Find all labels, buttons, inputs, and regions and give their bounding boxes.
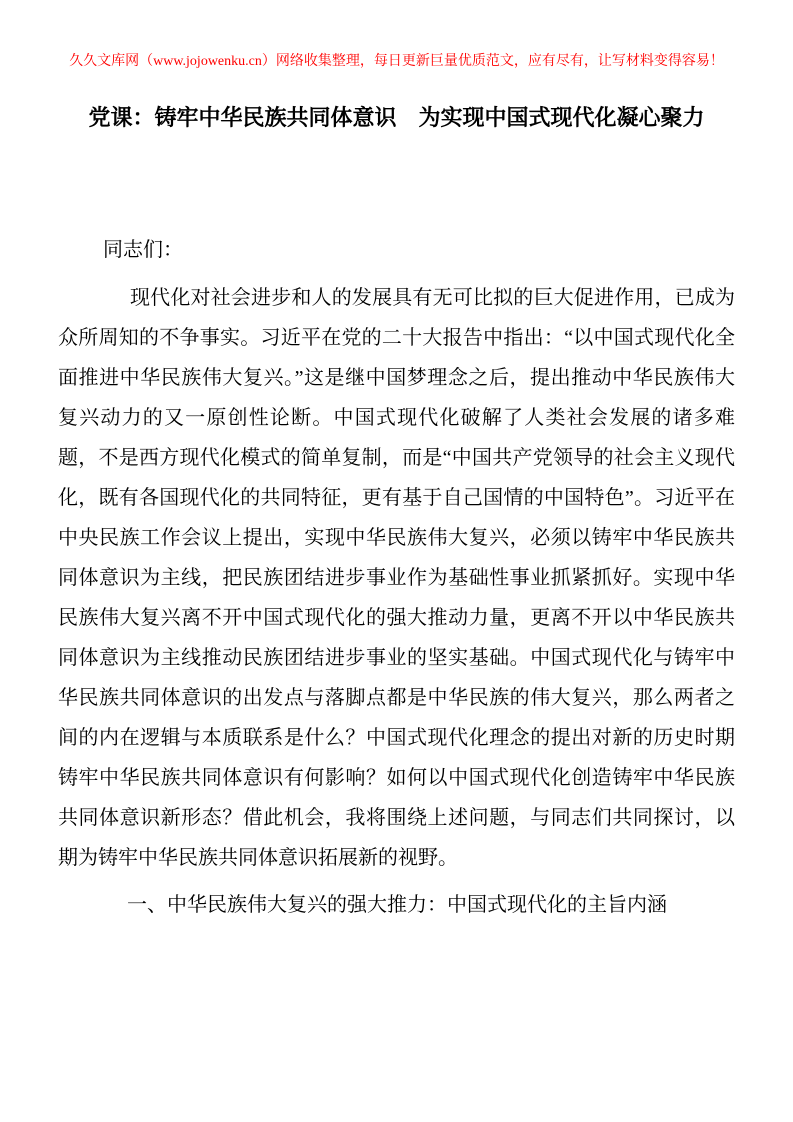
section-heading: 一、中华民族伟大复兴的强大推力：中国式现代化的主旨内涵: [127, 894, 667, 916]
body-paragraph: 现代化对社会进步和人的发展具有无可比拟的巨大促进作用，已成为众所周知的不争事实。习近平在党的二十大报告中指出：“以中国式现代化全面推进中华民族伟大复兴。”这是继中国梦理念之后，提出推动中华民族伟大复兴动力的又一原创性论断。中国式现代化破解了人类社会发展的诸多难题，不是西方现代化模式的简单复制，而是“中国共产党领导的社会主义现代化，既有各国现代化的共同特征，更有基于自己国情的中国特色”。习近平在中央民族工作会议上提出，实现中华民族伟大复兴，必须以铸牢中华民族共同体意识为主线，把民族团结进步事业作为基础性事业抓紧抓好。实现中华民族伟大复兴离不开中国式现代化的强大推动力量，更离不开以中华民族共同体意识为主线推动民族团结进步事业的坚实基础。中国式现代化与铸牢中华民族共同体意识的出发点与落脚点都是中华民族的伟大复兴，那么两者之间的内在逻辑与本质联系是什么？中国式现代化理念的提出对新的历史时期铸牢中华民族共同体意识有何影响？如何以中国式现代化创造铸牢中华民族共同体意识新形态？借此机会，我将围绕上述问题，与同志们共同探讨，以期为铸牢中华民族共同体意识拓展新的视野。: [58, 287, 735, 869]
header-promo-text: 久久文库网（www.jojowenku.cn）网络收集整理，每日更新巨量优质范文，应有尽有，让写材料变得容易！: [69, 54, 724, 69]
document-title: 党课：铸牢中华民族共同体意识 为实现中国式现代化凝心聚力: [88, 105, 705, 130]
salutation-line: 同志们：: [103, 239, 183, 261]
document-content: [58, 102, 735, 925]
